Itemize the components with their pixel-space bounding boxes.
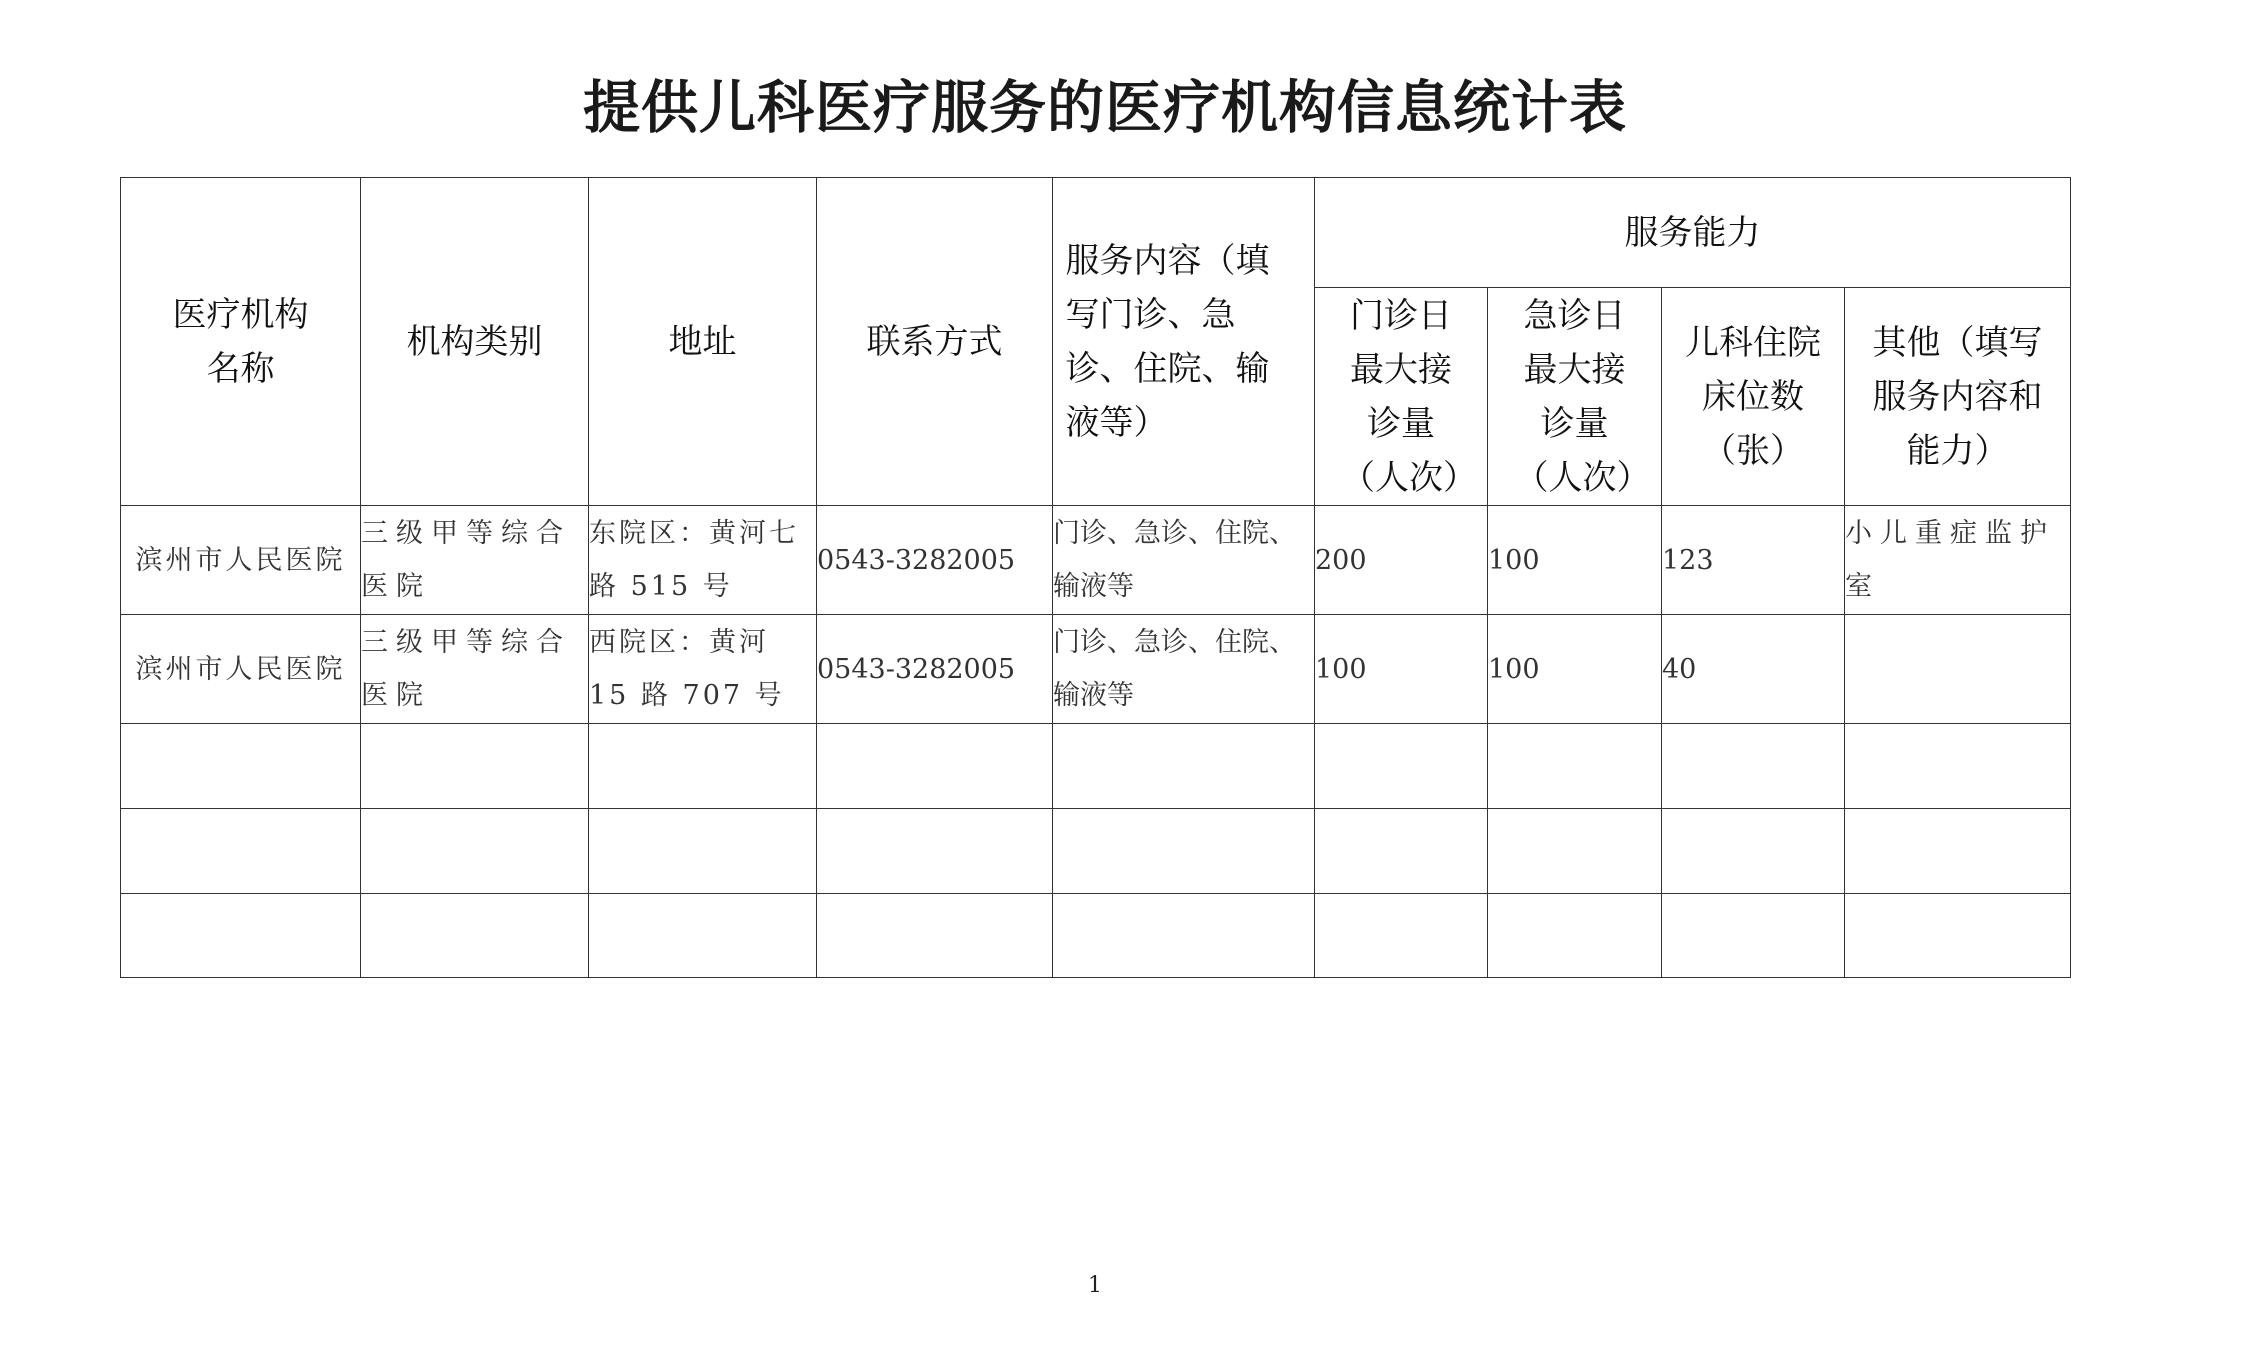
header-service-content: 服务内容（填写门诊、急诊、住院、输液等） <box>1053 178 1315 506</box>
cell-other <box>1845 615 2071 724</box>
header-outpatient: 门诊日最大接诊量（人次） <box>1315 288 1488 506</box>
empty-cell <box>1488 894 1662 978</box>
cell-emergency: 100 <box>1488 506 1662 615</box>
table-row <box>121 506 2071 615</box>
page-number: 1 <box>1088 1273 1102 1298</box>
cell-contact: 0543-3282005 <box>817 506 1053 615</box>
cell-contact: 0543-3282005 <box>817 615 1053 724</box>
cell-name: 滨州市人民医院 <box>121 506 361 615</box>
document-title: 提供儿科医疗服务的医疗机构信息统计表 <box>583 74 1627 141</box>
empty-cell <box>817 809 1053 894</box>
cell-beds: 40 <box>1662 615 1845 724</box>
cell-category: 三级甲等综合医院 <box>361 506 589 615</box>
institution-table <box>120 177 2071 978</box>
empty-row <box>121 809 2071 894</box>
header-other: 其他（填写服务内容和能力） <box>1845 288 2071 506</box>
cell-outpatient: 100 <box>1315 615 1488 724</box>
empty-cell <box>589 809 817 894</box>
empty-cell <box>1662 724 1845 809</box>
header-row-1 <box>121 178 2071 288</box>
header-capacity-group: 服务能力 <box>1315 178 2071 288</box>
empty-cell <box>1315 894 1488 978</box>
empty-cell <box>1053 894 1315 978</box>
empty-cell <box>1845 724 2071 809</box>
empty-cell <box>361 724 589 809</box>
empty-cell <box>1845 809 2071 894</box>
empty-cell <box>1053 724 1315 809</box>
header-address: 地址 <box>589 178 817 506</box>
empty-cell <box>361 809 589 894</box>
cell-outpatient: 200 <box>1315 506 1488 615</box>
empty-row <box>121 894 2071 978</box>
empty-cell <box>1662 894 1845 978</box>
empty-cell <box>817 894 1053 978</box>
table-row <box>121 615 2071 724</box>
header-emergency: 急诊日最大接诊量（人次） <box>1488 288 1662 506</box>
empty-cell <box>121 809 361 894</box>
header-category: 机构类别 <box>361 178 589 506</box>
cell-service: 门诊、急诊、住院、输液等 <box>1053 615 1315 724</box>
empty-row <box>121 724 2071 809</box>
empty-cell <box>589 894 817 978</box>
empty-cell <box>1053 809 1315 894</box>
empty-cell <box>121 724 361 809</box>
empty-cell <box>1488 724 1662 809</box>
empty-cell <box>1488 809 1662 894</box>
cell-name: 滨州市人民医院 <box>121 615 361 724</box>
empty-cell <box>121 894 361 978</box>
cell-beds: 123 <box>1662 506 1845 615</box>
cell-address: 西院区：黄河 15 路 707 号 <box>589 615 817 724</box>
empty-cell <box>1315 809 1488 894</box>
header-name: 医疗机构名称 <box>121 178 361 506</box>
empty-cell <box>1315 724 1488 809</box>
cell-emergency: 100 <box>1488 615 1662 724</box>
empty-cell <box>589 724 817 809</box>
empty-cell <box>1662 809 1845 894</box>
empty-cell <box>361 894 589 978</box>
cell-address: 东院区：黄河七路 515 号 <box>589 506 817 615</box>
empty-cell <box>817 724 1053 809</box>
cell-category: 三级甲等综合医院 <box>361 615 589 724</box>
cell-other: 小儿重症监护室 <box>1845 506 2071 615</box>
header-beds: 儿科住院床位数（张） <box>1662 288 1845 506</box>
empty-cell <box>1845 894 2071 978</box>
header-contact: 联系方式 <box>817 178 1053 506</box>
cell-service: 门诊、急诊、住院、输液等 <box>1053 506 1315 615</box>
